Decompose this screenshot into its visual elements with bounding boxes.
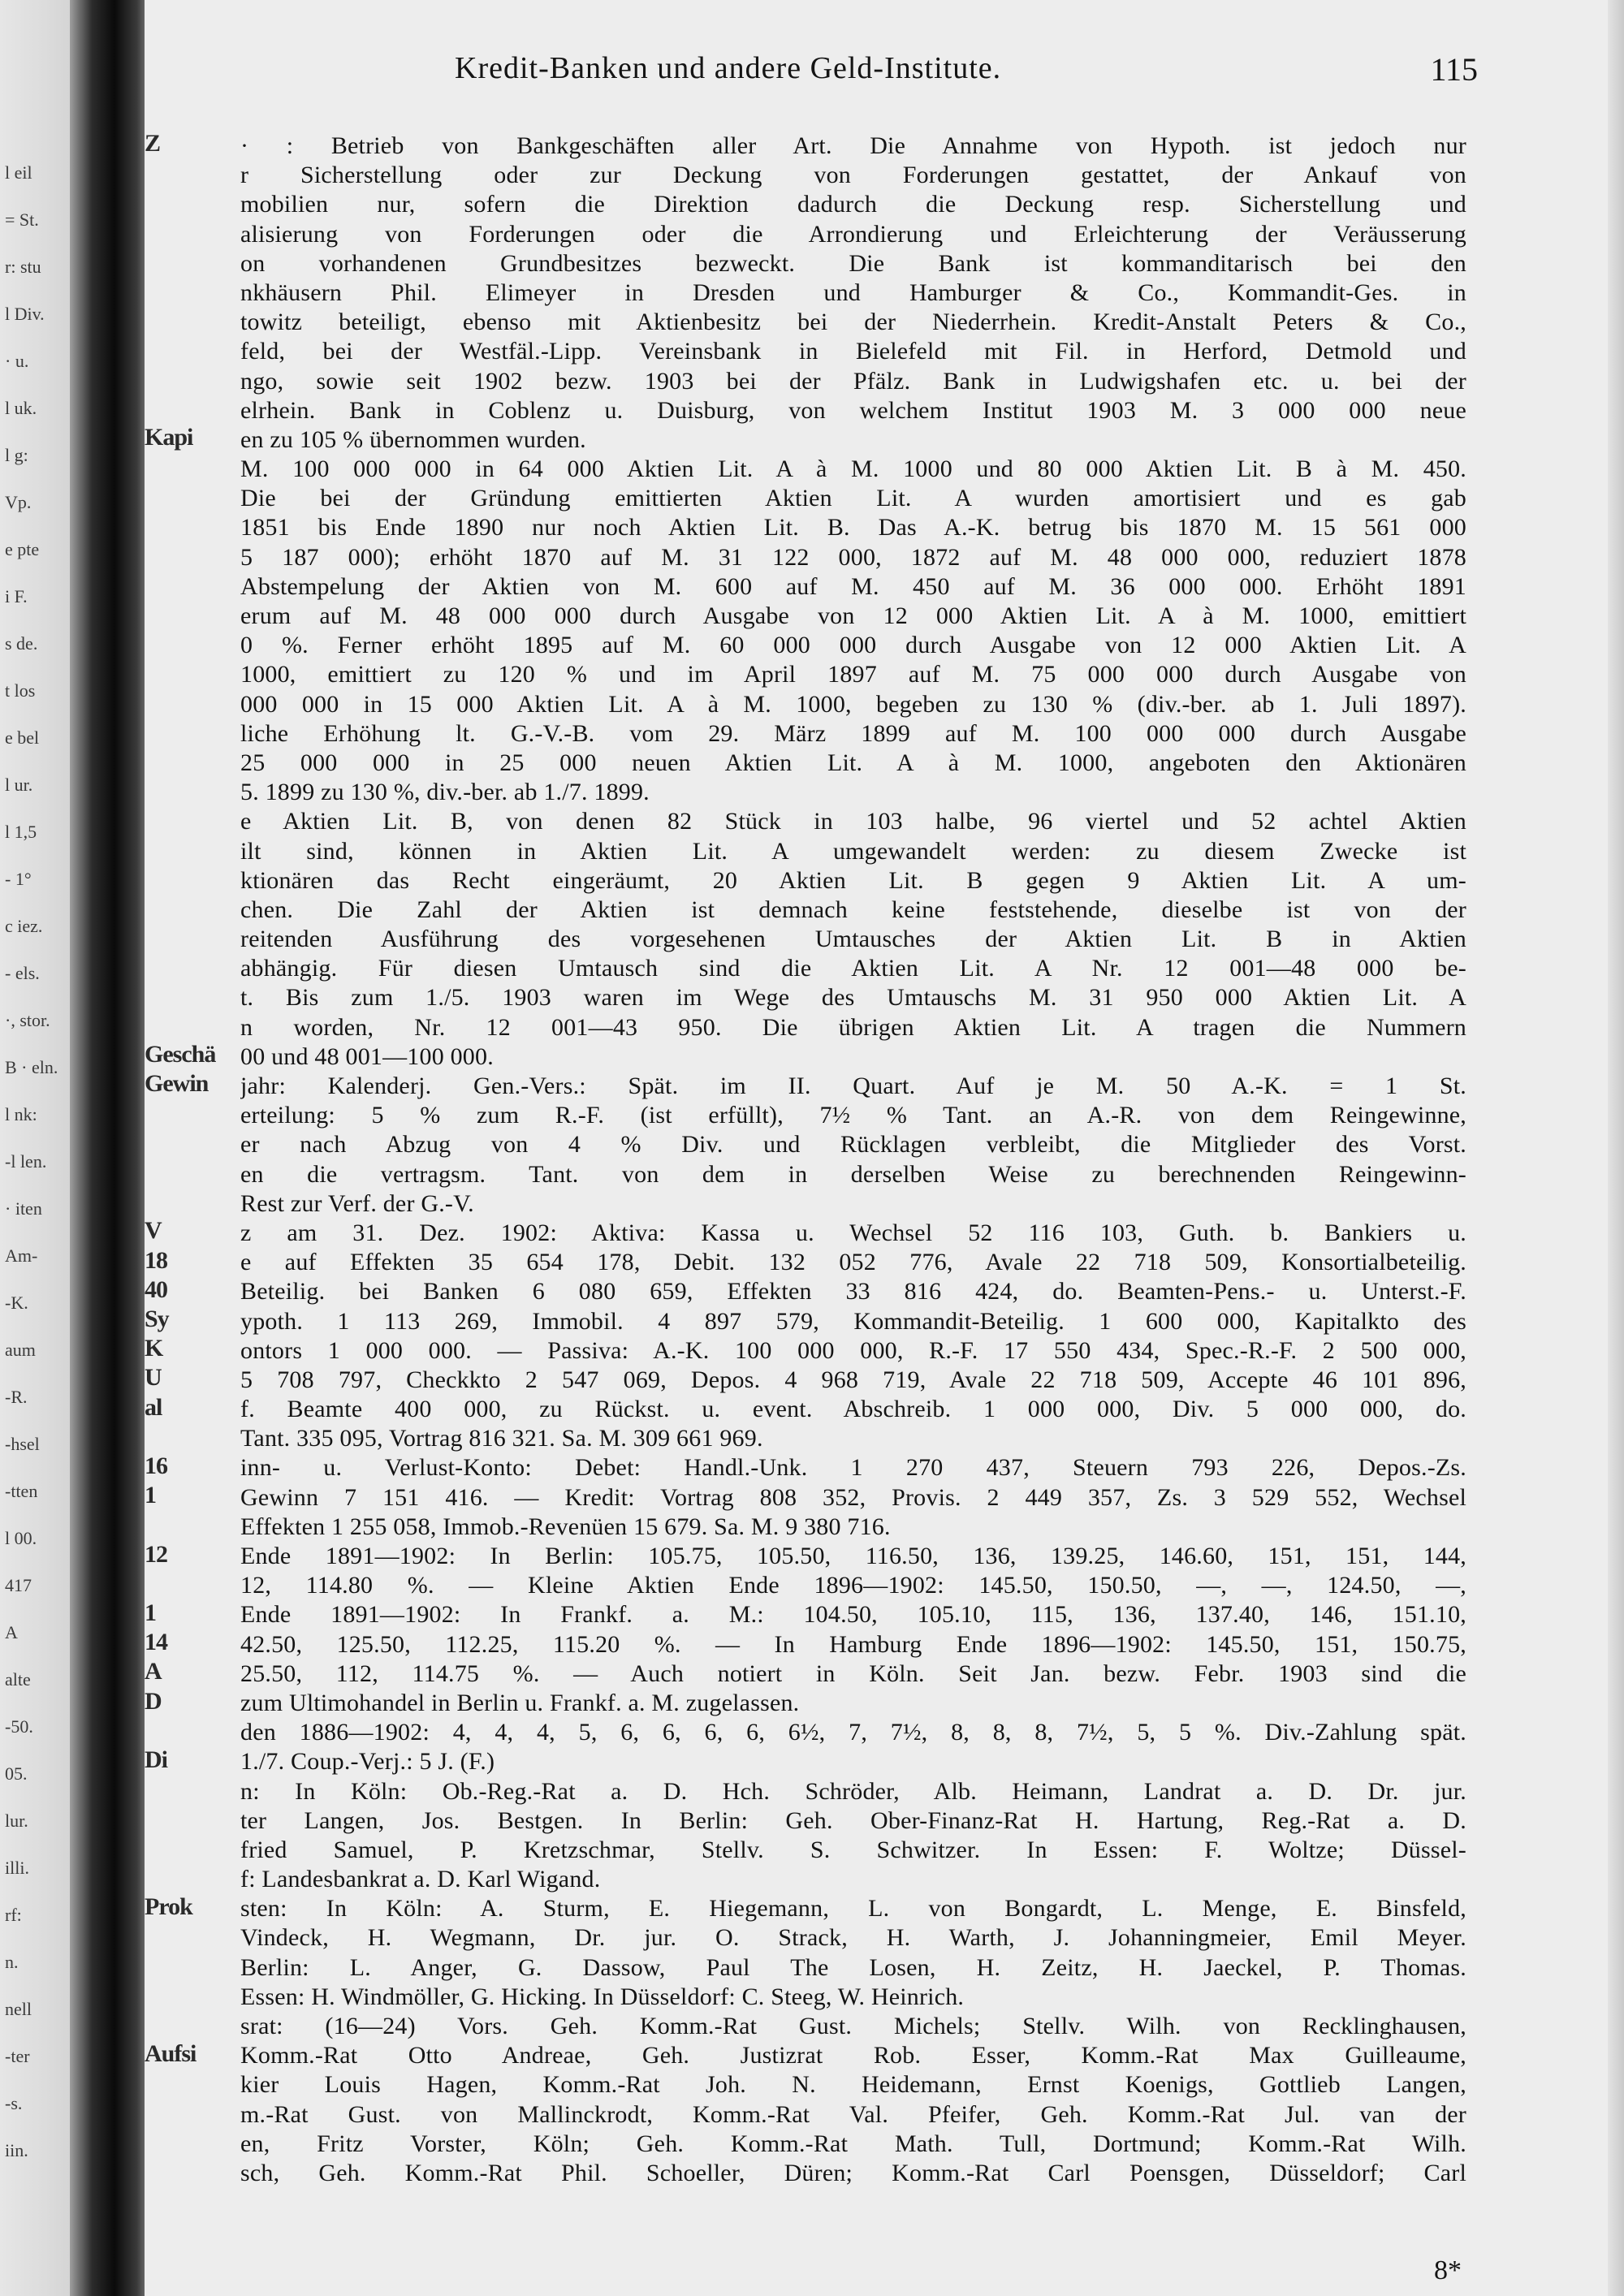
adjacent-page-fragment: i F. <box>5 586 28 606</box>
text-line: 1./7. Coup.-Verj.: 5 J. (F.) <box>240 1748 495 1776</box>
margin-label: 18 <box>145 1246 167 1274</box>
adjacent-page-fragment: rf: <box>5 1905 22 1925</box>
text-line: chen. Die Zahl der Aktien ist demnach keine feststehende, dieselbe ist von der <box>240 896 1466 923</box>
text-line: f. Beamte 400 000, zu Rückst. u. event. Abschreib. 1 000 000, Div. 5 000 000, do. <box>240 1396 1466 1423</box>
page-header <box>455 50 1478 91</box>
page-right-edge <box>1608 0 1624 2296</box>
text-line: sch, Geh. Komm.-Rat Phil. Schoeller, Düren; Komm.-Rat Carl Poensgen, Düsseldorf; Carl <box>240 2159 1466 2186</box>
margin-label: Gewin <box>145 1070 209 1098</box>
margin-label: Kapi <box>145 424 193 451</box>
adjacent-page-fragment: Vp. <box>5 492 32 512</box>
text-line: 12, 114.80 %. — Kleine Aktien Ende 1896—1902: 145.50, 150.50, —, —, 124.50, —, <box>240 1572 1466 1599</box>
adjacent-page-fragment: nell <box>5 1999 32 2019</box>
margin-label: 1 <box>145 1599 156 1626</box>
text-line: f: Landesbankrat a. D. Karl Wigand. <box>240 1866 601 1893</box>
text-line: srat: (16—24) Vors. Geh. Komm.-Rat Gust. Michels; Stellv. Wilh. von Recklinghausen, <box>240 2013 1466 2039</box>
text-line: on vorhandenen Grundbesitzes bezweckt. Die Bank ist kommanditarisch bei den <box>240 249 1466 277</box>
text-line: 5. 1899 zu 130 %, div.-ber. ab 1./7. 1899. <box>240 779 650 806</box>
text-line: 00 und 48 001—100 000. <box>240 1042 494 1070</box>
text-line: en, Fritz Vorster, Köln; Geh. Komm.-Rat Math. Tull, Dortmund; Komm.-Rat Wilh. <box>240 2130 1466 2157</box>
running-title: Kredit-Banken und andere Geld-Institute. <box>455 51 1002 85</box>
text-line: r Sicherstellung oder zur Deckung von Forderungen gestattet, der Ankauf von <box>240 162 1466 189</box>
text-line: ilt sind, können in Aktien Lit. A umgewandelt werden: zu diesem Zwecke ist <box>240 837 1466 865</box>
adjacent-page-fragment: 417 <box>5 1575 32 1595</box>
text-line: · : Betrieb von Bankgeschäften aller Art. Die Annahme von Hypoth. ist jedoch nur <box>240 132 1466 159</box>
text-line: inn- u. Verlust-Konto: Debet: Handl.-Unk. 1 270 437, Steuern 793 226, Depos.-Zs. <box>240 1454 1466 1482</box>
text-line: 000 000 in 15 000 Aktien Lit. A à M. 1000, begeben zu 130 % (div.-ber. ab 1. Juli 1897). <box>240 690 1466 718</box>
margin-label: Z <box>145 130 161 157</box>
adjacent-page-fragment: aum <box>5 1340 36 1360</box>
adjacent-page-fragment: n. <box>5 1952 19 1972</box>
margin-label: Di <box>145 1746 167 1773</box>
margin-label: Aufsi <box>145 2040 197 2067</box>
text-line: Beteilig. bei Banken 6 080 659, Effekten 33 816 424, do. Beamten-Pens.- u. Unterst.-F. <box>240 1278 1466 1306</box>
adjacent-page-fragment: = St. <box>5 209 39 230</box>
margin-label: Sy <box>145 1306 169 1332</box>
margin-label: A <box>145 1658 162 1685</box>
text-line: Rest zur Verf. der G.-V. <box>240 1189 474 1217</box>
text-line: 5 708 797, Checkkto 2 547 069, Depos. 4 968 719, Avale 22 718 509, Accepte 46 101 896, <box>240 1366 1466 1393</box>
margin-label: 1 <box>145 1482 156 1509</box>
adjacent-page-fragment: -l len. <box>5 1151 47 1172</box>
text-line: 25 000 000 in 25 000 neuen Aktien Lit. A à M. 1000, angeboten den Aktionären <box>240 749 1466 776</box>
text-line: ngo, sowie seit 1902 bezw. 1903 bei der Pfälz. Bank in Ludwigshafen etc. u. bei der <box>240 367 1466 395</box>
text-line: z am 31. Dez. 1902: Aktiva: Kassa u. Wechsel 52 116 103, Guth. b. Bankiers u. <box>240 1219 1466 1246</box>
adjacent-page-fragment: lur. <box>5 1810 28 1831</box>
adjacent-page-fragment: l Div. <box>5 304 45 324</box>
text-line: ypoth. 1 113 269, Immobil. 4 897 579, Kommandit-Beteilig. 1 600 000, Kapitalkto des <box>240 1307 1466 1335</box>
text-line: e Aktien Lit. B, von denen 82 Stück in 103 halbe, 96 viertel und 52 achtel Aktien <box>240 808 1466 835</box>
adjacent-page-fragment: l eil <box>5 162 32 183</box>
text-line: nkhäusern Phil. Elimeyer in Dresden und Hamburger & Co., Kommandit-Ges. in <box>240 278 1466 306</box>
text-line: alisierung von Forderungen oder die Arrondierung und Erleichterung der Veräusserung <box>240 220 1466 248</box>
text-line: Abstempelung der Aktien von M. 600 auf M. 450 auf M. 36 000 000. Erhöht 1891 <box>240 572 1466 600</box>
text-line: reitenden Ausführung des vorgesehenen Umtausches der Aktien Lit. B in Aktien <box>240 926 1466 953</box>
text-line: Tant. 335 095, Vortrag 816 321. Sa. M. 309 661 969. <box>240 1425 763 1452</box>
text-line: ktionären das Recht eingeräumt, 20 Aktien Lit. B gegen 9 Aktien Lit. A um- <box>240 866 1466 894</box>
text-line: abhängig. Für diesen Umtausch sind die Aktien Lit. A Nr. 12 001—48 000 be- <box>240 955 1466 982</box>
adjacent-page-fragment: l 00. <box>5 1528 37 1548</box>
text-line: Komm.-Rat Otto Andreae, Geh. Justizrat Rob. Esser, Komm.-Rat Max Guilleaume, <box>240 2042 1466 2069</box>
adjacent-page-fragment: Am- <box>5 1245 38 1266</box>
text-line: 25.50, 112, 114.75 %. — Auch notiert in Köln. Seit Jan. bezw. Febr. 1903 sind die <box>240 1659 1466 1687</box>
text-line: Ende 1891—1902: In Frankf. a. M.: 104.50, 105.10, 115, 136, 137.40, 146, 151.10, <box>240 1601 1466 1629</box>
text-line: mobilien nur, sofern die Direktion dadurch die Deckung resp. Sicherstellung und <box>240 191 1466 218</box>
adjacent-page-fragment: l nk: <box>5 1104 37 1124</box>
adjacent-page-fragment: - els. <box>5 963 40 983</box>
adjacent-page-fragment: alte <box>5 1669 31 1690</box>
text-line: zum Ultimohandel in Berlin u. Frankf. a. M. zugelassen. <box>240 1689 800 1716</box>
adjacent-page-fragment: s de. <box>5 633 38 654</box>
page-number: 115 <box>1430 51 1478 88</box>
adjacent-page-fragment: l g: <box>5 445 28 465</box>
adjacent-page-fragment: t los <box>5 680 36 701</box>
adjacent-page-fragment: A <box>5 1622 18 1642</box>
text-line: 0 %. Ferner erhöht 1895 auf M. 60 000 000 durch Ausgabe von 12 000 Aktien Lit. A <box>240 632 1466 659</box>
adjacent-page-fragment: c iez. <box>5 916 43 936</box>
adjacent-page-fragment: e pte <box>5 539 40 559</box>
text-line: 1000, emittiert zu 120 % und im April 1897 auf M. 75 000 000 durch Ausgabe von <box>240 661 1466 688</box>
text-line: towitz beteiligt, ebenso mit Aktienbesitz bei der Niederrhein. Kredit-Anstalt Peters & Co., <box>240 309 1466 336</box>
adjacent-page-fragment: illi. <box>5 1858 29 1878</box>
adjacent-page-fragment: l uk. <box>5 398 37 418</box>
margin-label: Prok <box>145 1893 192 1920</box>
adjacent-page-fragment: -tten <box>5 1481 38 1501</box>
adjacent-page-fragment: r: stu <box>5 257 41 277</box>
text-line: Vindeck, H. Wegmann, Dr. jur. O. Strack, H. Warth, J. Johanningmeier, Emil Meyer. <box>240 1924 1466 1952</box>
adjacent-page-fragment: -50. <box>5 1716 33 1737</box>
text-line: e auf Effekten 35 654 178, Debit. 132 052 776, Avale 22 718 509, Konsortialbeteilig. <box>240 1249 1466 1276</box>
text-line: Berlin: L. Anger, G. Dassow, Paul The Losen, H. Zeitz, H. Jaeckel, P. Thomas. <box>240 1953 1466 1981</box>
margin-label: 16 <box>145 1452 167 1479</box>
text-line: feld, bei der Westfäl.-Lipp. Vereinsbank in Bielefeld mit Fil. in Herford, Detmold und <box>240 338 1466 365</box>
text-line: ter Langen, Jos. Bestgen. In Berlin: Geh. Ober-Finanz-Rat H. Hartung, Reg.-Rat a. D. <box>240 1806 1466 1834</box>
margin-label: D <box>145 1687 162 1715</box>
text-line: en zu 105 % übernommen wurden. <box>240 425 586 453</box>
text-line: 1851 bis Ende 1890 nur noch Aktien Lit. B. Das A.-K. betrug bis 1870 M. 15 561 000 <box>240 514 1466 542</box>
text-line: M. 100 000 000 in 64 000 Aktien Lit. A à M. 1000 und 80 000 Aktien Lit. B à M. 450. <box>240 455 1466 483</box>
adjacent-page-fragment: l 1,5 <box>5 822 37 842</box>
adjacent-page-fragment: -ter <box>5 2046 30 2066</box>
margin-label: al <box>145 1393 162 1421</box>
margin-label: 14 <box>145 1629 167 1656</box>
body-text <box>240 132 1466 2188</box>
text-line: m.-Rat Gust. von Mallinckrodt, Komm.-Rat Val. Pfeifer, Geh. Komm.-Rat Jul. van der <box>240 2100 1466 2128</box>
margin-label: 12 <box>145 1540 167 1568</box>
text-line: n worden, Nr. 12 001—43 950. Die übrigen Aktien Lit. A tragen die Nummern <box>240 1013 1466 1041</box>
text-line: Gewinn 7 151 416. — Kredit: Vortrag 808 352, Provis. 2 449 357, Zs. 3 529 552, Wechsel <box>240 1483 1466 1511</box>
text-line: sten: In Köln: A. Sturm, E. Hiegemann, L. von Bongardt, L. Menge, E. Binsfeld, <box>240 1895 1466 1923</box>
text-line: en die vertragsm. Tant. von dem in derselben Weise zu berechnenden Reingewinn- <box>240 1160 1466 1188</box>
text-line: t. Bis zum 1./5. 1903 waren im Wege des Umtauschs M. 31 950 000 Aktien Lit. A <box>240 984 1466 1012</box>
adjacent-page-fragment: · u. <box>5 351 29 371</box>
text-line: elrhein. Bank in Coblenz u. Duisburg, von welchem Institut 1903 M. 3 000 000 neue <box>240 396 1466 424</box>
text-line: Essen: H. Windmöller, G. Hicking. In Düsseldorf: C. Steeg, W. Heinrich. <box>240 1983 965 2010</box>
margin-label: Geschä <box>145 1041 216 1068</box>
adjacent-page-fragment: iin. <box>5 2140 28 2160</box>
margin-label: K <box>145 1335 163 1362</box>
text-line: n: In Köln: Ob.-Reg.-Rat a. D. Hch. Schröder, Alb. Heimann, Landrat a. D. Dr. jur. <box>240 1777 1466 1805</box>
text-line: fried Samuel, P. Kretzschmar, Stellv. S. Schwitzer. In Essen: F. Woltze; Düssel- <box>240 1836 1466 1863</box>
text-line: jahr: Kalenderj. Gen.-Vers.: Spät. im II. Quart. Auf je M. 50 A.-K. = 1 St. <box>240 1072 1466 1099</box>
margin-label: V <box>145 1217 162 1245</box>
adjacent-page-fragment: B · eln. <box>5 1057 58 1077</box>
text-line: Ende 1891—1902: In Berlin: 105.75, 105.50, 116.50, 136, 139.25, 146.60, 151, 151, 144, <box>240 1543 1466 1569</box>
adjacent-page-fragment: ·, stor. <box>5 1010 50 1030</box>
text-line: Die bei der Gründung emittierten Aktien Lit. A wurden amortisiert und es gab <box>240 485 1466 512</box>
signature-mark: 8* <box>1434 2255 1462 2285</box>
text-line: Effekten 1 255 058, Immob.-Revenüen 15 679. Sa. M. 9 380 716. <box>240 1513 891 1540</box>
adjacent-page-fragment: 05. <box>5 1763 28 1784</box>
adjacent-page-fragment: e bel <box>5 727 40 748</box>
margin-label: 40 <box>145 1275 167 1303</box>
text-line: kier Louis Hagen, Komm.-Rat Joh. N. Heidemann, Ernst Koenigs, Gottlieb Langen, <box>240 2071 1466 2099</box>
adjacent-page-fragment: -K. <box>5 1293 28 1313</box>
margin-label: U <box>145 1364 162 1392</box>
adjacent-page-fragment: -s. <box>5 2093 23 2113</box>
text-line: 42.50, 125.50, 112.25, 115.20 %. — In Hamburg Ende 1896—1902: 145.50, 151, 150.75, <box>240 1630 1466 1658</box>
text-line: erteilung: 5 % zum R.-F. (ist erfüllt), 7½ % Tant. an A.-R. von dem Reingewinne, <box>240 1102 1466 1129</box>
text-line: den 1886—1902: 4, 4, 4, 5, 6, 6, 6, 6, 6½, 7, 7½, 8, 8, 8, 7½, 5, 5 %. Div.-Zahlung spät. <box>240 1719 1466 1746</box>
adjacent-page-fragment: - 1° <box>5 869 32 889</box>
text-line: liche Erhöhung lt. G.-V.-B. vom 29. März 1899 auf M. 100 000 000 durch Ausgabe <box>240 719 1466 747</box>
adjacent-page-fragment: -hsel <box>5 1434 40 1454</box>
text-line: erum auf M. 48 000 000 durch Ausgabe von 12 000 Aktien Lit. A à M. 1000, emittiert <box>240 602 1466 629</box>
adjacent-page-fragment: l ur. <box>5 775 33 795</box>
text-line: ontors 1 000 000. — Passiva: A.-K. 100 000 000, R.-F. 17 550 434, Spec.-R.-F. 2 500 000, <box>240 1336 1466 1364</box>
text-line: er nach Abzug von 4 % Div. und Rücklagen verbleibt, die Mitglieder des Vorst. <box>240 1131 1466 1159</box>
adjacent-page-fragment: · iten <box>5 1198 42 1219</box>
adjacent-page-fragment: -R. <box>5 1387 28 1407</box>
text-line: 5 187 000); erhöht 1870 auf M. 31 122 000, 1872 auf M. 48 000 000, reduziert 1878 <box>240 543 1466 571</box>
